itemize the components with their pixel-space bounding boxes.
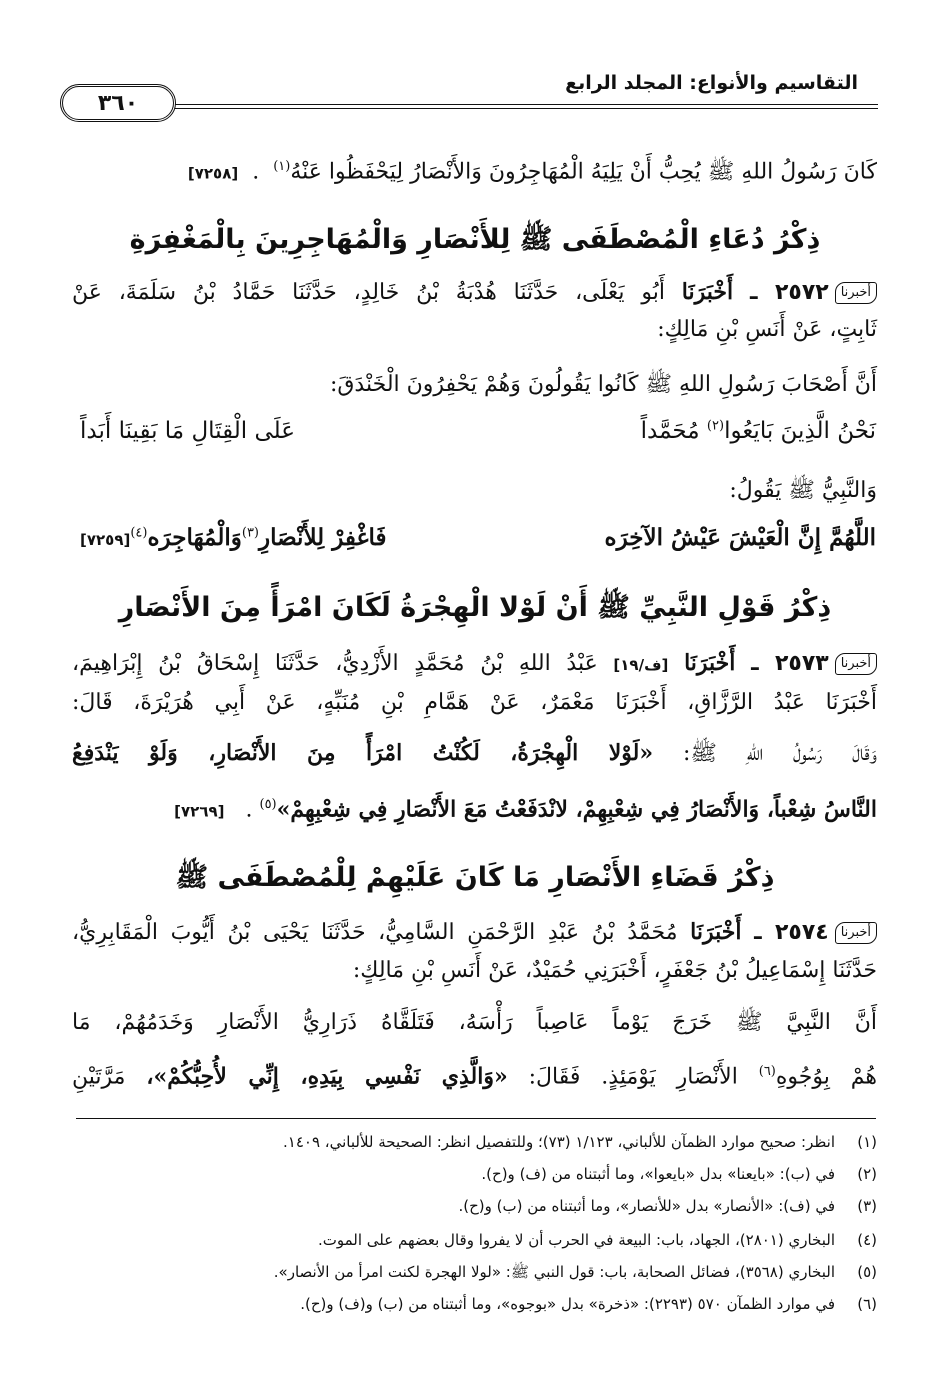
footnote-text: في موارد الظمآن ٥٧٠ (٢٢٩٣): «ذخرة» بدل «بوجوه»، وما أثبتناه من (ب) و(ف) و(ح).: [300, 1295, 835, 1313]
header-rule: [70, 104, 878, 105]
footnote: [72, 1160, 877, 1188]
verse-text: نَحْنُ الَّذِينَ بَايَعُوا: [724, 418, 876, 444]
footnote-number: (٥): [857, 1263, 877, 1281]
hadith-2572-line-4: وَالنَّبِيُّ ﷺ يَقُولُ:: [729, 478, 877, 503]
akhbarana-ornament-icon: أخبرنا: [835, 653, 877, 675]
verse-1-second-hemistich: عَلَى الْقِتَالِ مَا بَقِينَا أَبَداً: [80, 418, 295, 444]
verse-2-first-hemistich: اللَّهُمَّ إِنَّ الْعَيْشَ عَيْشُ الآخِرَه: [604, 524, 876, 551]
narration-verb: أَخْبَرَنَا: [684, 650, 736, 676]
footnote-marker: (٦): [758, 1064, 776, 1079]
header-rule-secondary: [70, 108, 878, 109]
matn-quote: «وَالَّذِي نَفْسِي بِيَدِهِ، إِنِّي لأُحِبُّكُمْ»،: [146, 1063, 508, 1090]
akhbarana-ornament-icon: أخبرنا: [835, 282, 877, 304]
hadith-2572-line-3: أَنَّ أَصْحَابَ رَسُولِ اللهِ ﷺ كَانُوا يَقُولُونَ وَهُمْ يَحْفِرُونَ الْخَنْدَقَ:: [329, 372, 877, 397]
verse-text-end: وَالْمُهَاجِرَه: [147, 524, 242, 551]
hadith-2573-line-1: [72, 646, 877, 682]
footnote-number: (٤): [857, 1231, 877, 1249]
hadith-number: ٢٥٧٤ ـ: [754, 920, 829, 945]
footnote: [72, 1226, 877, 1254]
hadith-2572-line-2: ثَابِتٍ، عَنْ أَنَسِ بْنِ مَالِكٍ:: [657, 317, 877, 342]
hadith-2573-line-3: [72, 736, 877, 771]
narration-verb: أَخْبَرَنَا: [690, 919, 742, 945]
matn-text-end: مَرَّتَيْنِ: [72, 1064, 126, 1090]
matn-intro: وَقَالَ رَسُولُ اللهِ ﷺ:: [682, 741, 877, 766]
isnad-text: مُحَمَّدُ بْنُ عَبْدِ الرَّحْمَنِ السَّامِيُّ، حَدَّثَنَا يَحْيَى بْنُ أَيُّوبَ الْمَقَابِرِيُّ،: [72, 920, 678, 945]
akhbarana-ornament-icon: أخبرنا: [835, 922, 877, 944]
footnote: [72, 1128, 877, 1156]
verse-text: فَاغْفِرْ لِلأَنْصَارِ: [259, 524, 387, 551]
footnote: [72, 1192, 877, 1220]
page-number: ٣٦٠: [97, 90, 139, 116]
footnote-text: انظر: صحيح موارد الظمآن للألباني، ١/١٢٣ (٧٣)؛ وللتفصيل انظر: الصحيحة للألباني، ١٤٠٩.: [283, 1133, 835, 1151]
hadith-2574-line-1: [72, 915, 877, 950]
footnote-marker: (٤): [130, 525, 148, 541]
footnote-text: البخاري (٣٥٦٨)، فضائل الصحابة، باب: قول النبي ﷺ: «لولا الهجرة لكنت امرأ من الأنصار».: [273, 1263, 835, 1281]
footnote-number: (٣): [857, 1197, 877, 1215]
folio-marker: [ف/١٩]: [613, 656, 669, 674]
footnote-number: (٦): [857, 1295, 877, 1313]
footnote-marker: (٣): [241, 525, 259, 541]
matn-text: «لَوْلا الْهِجْرَةُ، لَكُنْتُ امْرَأً مِنَ الأَنْصَارِ، وَلَوْ يَنْدَفِعُ: [72, 740, 654, 766]
section-heading: ذِكْرُ دُعَاءِ الْمُصْطَفَى ﷺ لِلأَنْصَارِ وَالْمُهَاجِرِينَ بِالْمَغْفِرَةِ: [129, 224, 821, 255]
footnote-marker: (١): [273, 159, 291, 174]
hadith-2572-line-1: [72, 275, 877, 310]
section-heading: ذِكْرُ قَوْلِ النَّبِيِّ ﷺ أَنْ لَوْلا الْهِجْرَةُ لَكَانَ امْرَأً مِنَ الأَنْصَارِ: [118, 592, 832, 623]
hadith-2573-line-2: أَخْبَرَنَا عَبْدُ الرَّزَّاقِ، أَخْبَرَنَا مَعْمَرٌ، عَنْ هَمَّامِ بْنِ مُنَبِّهٍ، عَنْ أَبِي هُرَيْرَةَ، قَالَ:: [72, 690, 877, 715]
hadith-2574-line-2: حَدَّثَنَا إِسْمَاعِيلُ بْنُ جَعْفَرٍ، أَخْبَرَنِي حُمَيْدٌ، عَنْ أَنَسِ بْنِ مَالِكٍ:: [352, 958, 877, 983]
footnote: [72, 1258, 877, 1286]
hadith-number: ٢٥٧٢ ـ: [749, 280, 829, 305]
section-heading: ذِكْرُ قَضَاءِ الأَنْصَارِ مَا كَانَ عَلَيْهِمْ لِلْمُصْطَفَى ﷺ: [175, 862, 775, 893]
isnad-text: عَبْدُ اللهِ بْنُ مُحَمَّدٍ الأَزْدِيُّ، حَدَّثَنَا إِسْحَاقُ بْنُ إِبْرَاهِيمَ،: [72, 651, 598, 676]
narration-verb: أَخْبَرَنَا: [681, 279, 734, 305]
footnote-number: (٢): [857, 1165, 877, 1183]
matn-text: النَّاسُ شِعْباً، وَالأَنْصَارُ فِي شِعْبِهِمْ، لانْدَفَعْتُ مَعَ الأَنْصَارِ فِي شِعْبِهِمْ»: [276, 796, 877, 823]
footnote-number: (١): [857, 1133, 877, 1151]
page-number-frame: [60, 84, 176, 122]
reference-number: [٧٢٥٩]: [80, 531, 131, 549]
hadith-2574-line-3: أَنَّ النَّبِيَّ ﷺ خَرَجَ يَوْماً عَاصِباً رَأْسَهُ، فَتَلَقَّاهُ ذَرَارِيُّ الأَنْصَارِ وَخَدَمُهُمْ، مَا: [72, 1010, 877, 1035]
footnote-marker: (٢): [706, 418, 725, 434]
footnote-text: البخاري (٢٨٠١)، الجهاد، باب: البيعة في الحرب أن لا يفروا وقال بعضهم على الموت.: [317, 1231, 835, 1249]
reference-number: [٧٢٥٨]: [187, 164, 239, 183]
verse-2-second-hemistich: [80, 524, 387, 551]
footnote: [72, 1290, 877, 1318]
footnote-separator: [76, 1118, 876, 1119]
hadith-2573-line-4: النَّاسُ شِعْباً، وَالأَنْصَارُ فِي شِعْبِهِمْ، لانْدَفَعْتُ مَعَ الأَنْصَارِ فِي شِعْبِهِمْ»$^{(٥)}$ . [٧٢٦٩]: [174, 796, 877, 823]
footnote-marker: (٥): [259, 797, 277, 812]
verse-1-first-hemistich: [641, 418, 876, 444]
footnote-text: في (ف): «الأنصار» بدل «للأنصار»، وما أثبتناه من (ب) و(ح).: [458, 1197, 835, 1215]
running-title: التقاسيم والأنواع: المجلد الرابع: [565, 72, 858, 94]
verse-text-end: مُحَمَّداً: [640, 418, 700, 444]
line-text: كَانَ رَسُولُ اللهِ ﷺ يُحِبُّ أَنْ يَلِيَهُ الْمُهَاجِرُونَ وَالأَنْصَارُ لِيَحْفَظُوا عَنْهُ: [290, 159, 877, 185]
isnad-text: أَبُو يَعْلَى، حَدَّثَنَا هُدْبَةُ بْنُ خَالِدٍ، حَدَّثَنَا حَمَّادُ بْنُ سَلَمَةَ، عَنْ: [72, 280, 665, 305]
reference-number: [٧٢٦٩]: [174, 802, 225, 821]
footnote-text: في (ب): «بايعنا» بدل «بايعوا»، وما أثبتناه من (ف) و(ح).: [481, 1165, 835, 1183]
matn-text: الأَنْصَارِ يَوْمَئِذٍ. فَقَالَ:: [528, 1064, 738, 1090]
text-line: كَانَ رَسُولُ اللهِ ﷺ يُحِبُّ أَنْ يَلِيَهُ الْمُهَاجِرُونَ وَالأَنْصَارُ لِيَحْفَظُوا عَنْهُ$^{(١)}$ . [٧٢٥٨]: [187, 159, 877, 185]
hadith-2574-line-4: [72, 1055, 877, 1094]
hadith-number: ٢٥٧٣ ـ: [751, 651, 829, 676]
matn-text: هُمْ بِوُجُوهِ: [775, 1064, 877, 1090]
